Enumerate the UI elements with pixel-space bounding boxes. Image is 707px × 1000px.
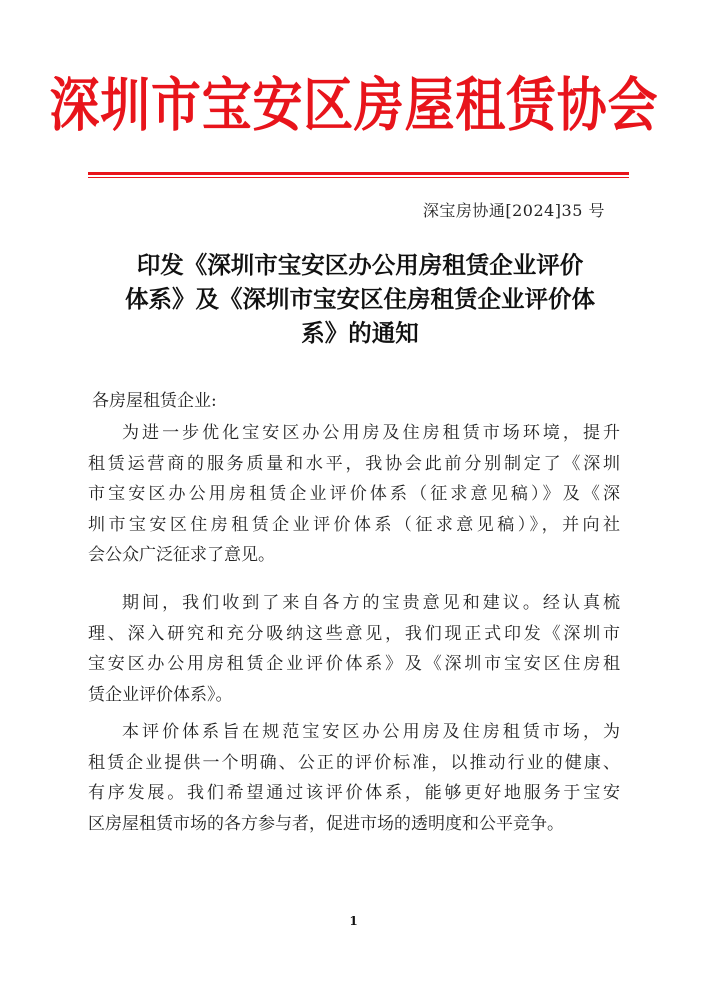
paragraph-line: 本评价体系旨在规范宝安区办公用房及住房租赁市场，为 (122, 722, 620, 742)
document-title (90, 248, 630, 350)
paragraph-line: 市宝安区办公用房租赁企业评价体系（征求意见稿）》及《深 (88, 484, 620, 504)
body-paragraph-1 (88, 418, 620, 571)
document-number: 深宝房协通[2024]35 号 (422, 201, 605, 220)
paragraph-line: 会公众广泛征求了意见。 (88, 545, 275, 565)
page-number: 1 (349, 914, 358, 928)
paragraph-line: 期间，我们收到了来自各方的宝贵意见和建议。经认真梳 (122, 593, 620, 613)
paragraph-line: 有序发展。我们希望通过该评价体系，能够更好地服务于宝安 (88, 783, 620, 803)
organization-header: 深圳市宝安区房屋租赁协会 (49, 71, 659, 139)
paragraph-line: 理、深入研究和充分吸纳这些意见，我们现正式印发《深圳市 (88, 623, 620, 644)
paragraph-line: 圳市宝安区住房租赁企业评价体系（征求意见稿）》，并向社 (88, 514, 620, 535)
header-red-rule-thin (88, 177, 629, 178)
paragraph-line: 为进一步优化宝安区办公用房及住房租赁市场环境，提升 (122, 423, 620, 443)
body-paragraph-3 (88, 717, 620, 839)
paragraph-line: 租赁企业提供一个明确、公正的评价标准，以推动行业的健康、 (88, 752, 620, 773)
paragraph-line: 租赁运营商的服务质量和水平，我协会此前分别制定了《深圳 (88, 453, 620, 474)
paragraph-line: 区房屋租赁市场的各方参与者，促进市场的透明度和公平竞争。 (88, 813, 564, 834)
paragraph-line: 宝安区办公用房租赁企业评价体系》及《深圳市宝安区住房租 (88, 654, 620, 674)
paragraph-line: 赁企业评价体系》。 (88, 684, 233, 705)
title-line: 系》的通知 (301, 319, 419, 347)
salutation: 各房屋租赁企业: (92, 391, 217, 411)
title-line: 印发《深圳市宝安区办公用房租赁企业评价 (136, 251, 584, 279)
title-line: 体系》及《深圳市宝安区住房租赁企业评价体 (125, 285, 595, 313)
body-paragraph-2 (88, 588, 620, 710)
header-red-rule-thick (88, 172, 629, 175)
